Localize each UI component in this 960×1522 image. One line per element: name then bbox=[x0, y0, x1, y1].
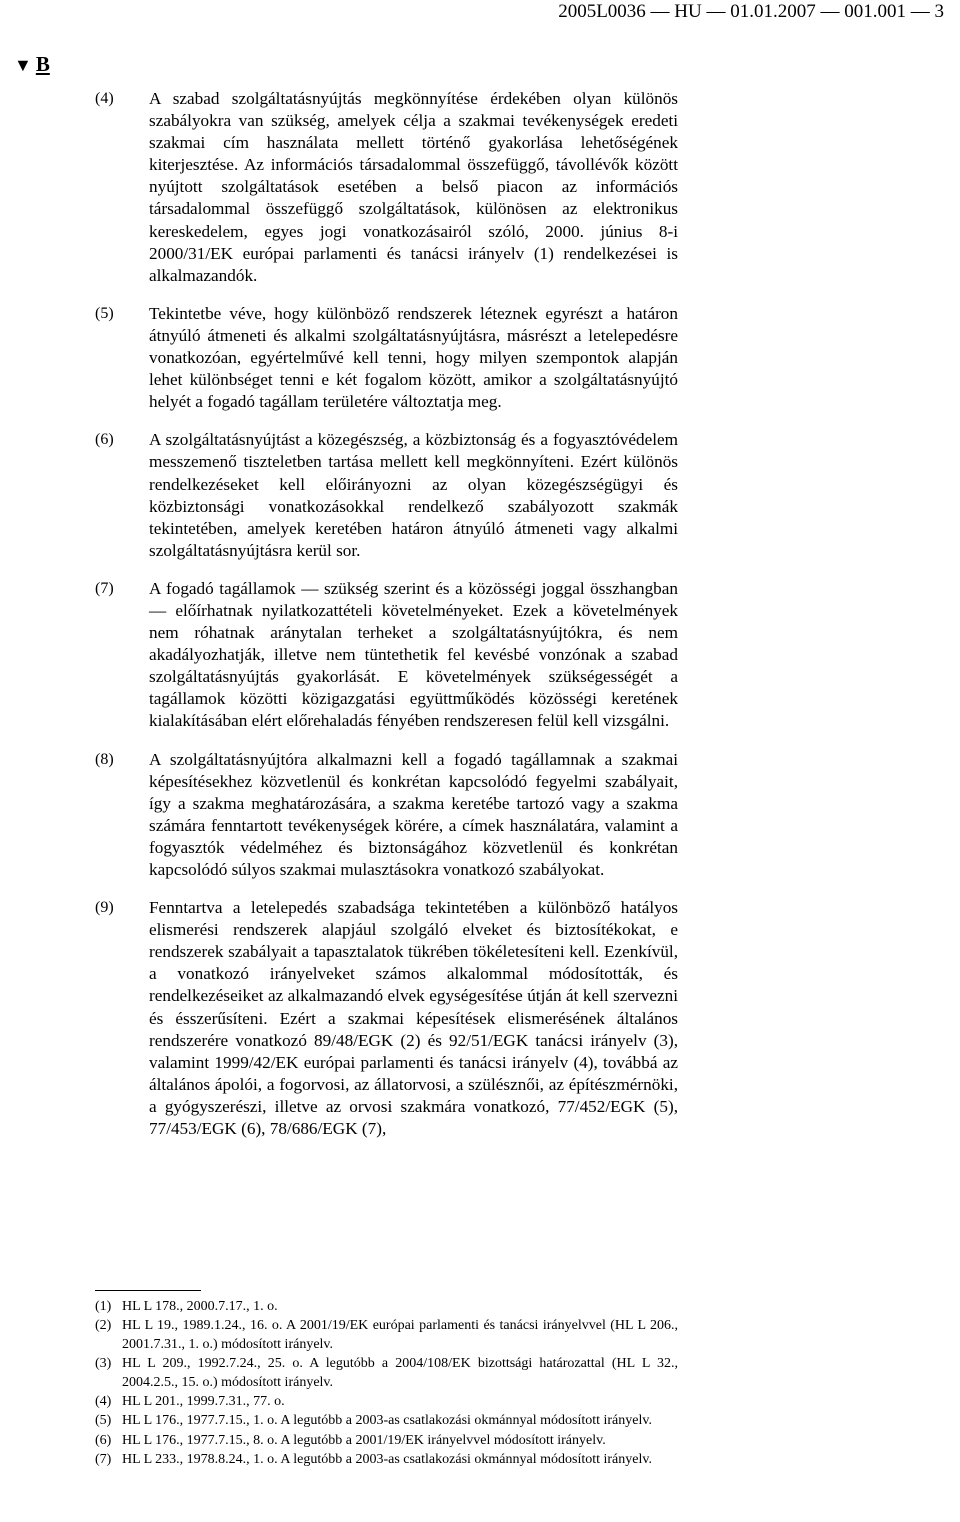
footnote-text: HL L 233., 1978.8.24., 1. o. A legutóbb a 2003-as csatlakozási okmánnyal módosított irányelv. bbox=[122, 1452, 652, 1468]
footnote-number: (4) bbox=[95, 1394, 112, 1410]
footnote-text: HL L 19., 1989.1.24., 16. o. A 2001/19/EK európai parlamenti és tanácsi irányelvvel (HL L 206., 2001.7.31., 1. o.) módosított irányelv. bbox=[122, 1318, 678, 1352]
recital-4 bbox=[95, 88, 678, 287]
footnote-text: HL L 201., 1999.7.31., 77. o. bbox=[122, 1394, 285, 1410]
footnote-4 bbox=[95, 1393, 678, 1411]
recital-text: A szolgáltatásnyújtóra alkalmazni kell a fogadó tagállamnak a szakmai képesítésekhez közvetlenül és konkrétan kapcsolódó fegyelmi szabályait, így a szakma meghatározására, a szakma keretébe tartozó vagy a szakma számára fenntartott tevékenységek körére, a címek használatára, valamint a fogyasztók védelméhez és biztonságához közvetlenül és konkrétan kapcsolódó súlyos szakmai mulasztásokra vonatkozó szabályokat. bbox=[149, 749, 678, 879]
footnote-number: (6) bbox=[95, 1432, 112, 1448]
footnote-text: HL L 209., 1992.7.24., 25. o. A legutóbb a 2004/108/EK bizottsági határozattal (HL L 32., 2004.2.5., 15. o.) módosított irányelv. bbox=[122, 1356, 678, 1390]
footnote-3 bbox=[95, 1355, 678, 1392]
recital-text: Fenntartva a letelepedés szabadsága tekintetében a különböző hatályos elismerési rendszerek alapjául szolgáló elveket és biztosítékokat, e rendszerek szabályait a tapasztalatok tükrében tökéletesíteni kell. Ezenkívül, a vonatkozó irányelveket számos alkalommal módosították, és rendelkezéseiket az alkalmazandó elvek egységesítése útján át kell szervezni és ésszerűsíteni. Ezért a szakmai képesítések elismerésének általános rendszerére vonatkozó 89/48/EGK (2) és 92/51/EGK tanácsi irányelv (3), valamint 1999/42/EK európai parlamenti és tanácsi irányelv (4), továbbá az általános ápolói, a fogorvosi, az állatorvosi, a szülésznői, az építészmérnöki, a gyógyszerészi, illetve az orvosi szakmára vonatkozó, 77/452/EGK (5), 77/453/EGK (6), 78/686/EGK (7), bbox=[149, 898, 678, 1139]
recital-7 bbox=[95, 578, 678, 733]
recital-text: A szabad szolgáltatásnyújtás megkönnyítése érdekében olyan különös szabályokra van szükség, amelyek célja a szakmai tevékenységek eredeti szakmai cím használata mellett történő gyakorlása lehetőségének kiterjesztése. Az információs társadalommal összefüggő, távollévők között nyújtott szolgáltatások esetében a belső piacon az információs társadalommal összefüggő szolgáltatások, különösen az elektronikus kereskedelem, egyes jogi vonatkozásairól szóló, 2000. június 8-i 2000/31/EK európai parlamenti és tanácsi irányelv (1) rendelkezései is alkalmazandók. bbox=[149, 89, 678, 285]
footnote-text: HL L 176., 1977.7.15., 1. o. A legutóbb a 2003-as csatlakozási okmánnyal módosított irányelv. bbox=[122, 1413, 652, 1429]
footnote-6 bbox=[95, 1432, 678, 1450]
marker-label: B bbox=[35, 52, 50, 76]
recital-6 bbox=[95, 429, 678, 562]
recital-number: (5) bbox=[95, 304, 114, 322]
footnote-separator bbox=[95, 1290, 201, 1291]
footnote-number: (2) bbox=[95, 1318, 112, 1334]
recital-5 bbox=[95, 303, 678, 413]
footnote-number: (1) bbox=[95, 1299, 112, 1314]
recital-number: (6) bbox=[95, 431, 114, 449]
footnote-number: (5) bbox=[95, 1413, 112, 1429]
triangle-down-icon: ▼ bbox=[14, 55, 32, 75]
footnote-7 bbox=[95, 1451, 678, 1469]
footnote-5 bbox=[95, 1412, 678, 1430]
recital-number: (8) bbox=[95, 750, 114, 768]
recital-text: A szolgáltatásnyújtást a közegészség, a közbiztonság és a fogyasztóvédelem messzemenő tiszteletben tartása mellett kell megkönnyíteni. Ezért különös rendelkezéseket kell előirányozni az olyan közegészségügyi és közbiztonsági vonatkozásokkal rendelkező szabályozott szakmák tekintetében, amelyek keretében határon átnyúló átmeneti vagy alkalmi szolgáltatásnyújtásra kerül sor. bbox=[149, 430, 678, 560]
footnote-text: HL L 178., 2000.7.17., 1. o. bbox=[122, 1299, 278, 1314]
recital-8 bbox=[95, 749, 678, 882]
footnote-2 bbox=[95, 1317, 678, 1354]
recital-number: (7) bbox=[95, 579, 114, 597]
recital-text: Tekintetbe véve, hogy különböző rendszerek léteznek egyrészt a határon átnyúló átmeneti és alkalmi szolgáltatásnyújtásra, másrészt a letelepedésre vonatkozóan, egyértelművé kell tenni, hogy milyen szempontok alapján lehet különbséget tenni e két fogalom között, amikor a szolgáltatásnyújtó helyét a fogadó tagállam területére változtatja meg. bbox=[149, 303, 678, 412]
section-marker bbox=[14, 51, 50, 78]
recitals bbox=[95, 88, 678, 1156]
footnotes bbox=[95, 1298, 678, 1471]
footnote-number: (7) bbox=[95, 1452, 112, 1468]
recital-9 bbox=[95, 897, 678, 1140]
footnote-text: HL L 176., 1977.7.15., 8. o. A legutóbb a 2001/19/EK irányelvvel módosított irányelv. bbox=[122, 1432, 606, 1448]
recital-text: A fogadó tagállamok — szükség szerint és a közösségi joggal összhangban — előírhatnak nyilatkozattételi követelményeket. Ezek a követelmények nem róhatnak aránytalan terheket a szolgáltatásnyújtókra, és nem akadályozhatják, illetve nem tüntethetik fel kevésbé vonzónak a szabad szolgáltatásnyújtás gyakorlását. E követelmények szükségességét a tagállamok közötti közigazgatási együttműködés közösségi keretének kialakításában elért előrehaladás fényében rendszeresen felül kell vizsgálni. bbox=[149, 578, 678, 731]
recital-number: (4) bbox=[95, 90, 114, 107]
recital-number: (9) bbox=[95, 899, 114, 917]
footnote-number: (3) bbox=[95, 1356, 112, 1372]
footnote-1 bbox=[95, 1298, 678, 1316]
page-header: 2005L0036 — HU — 01.01.2007 — 001.001 — 3 bbox=[558, 1, 944, 22]
